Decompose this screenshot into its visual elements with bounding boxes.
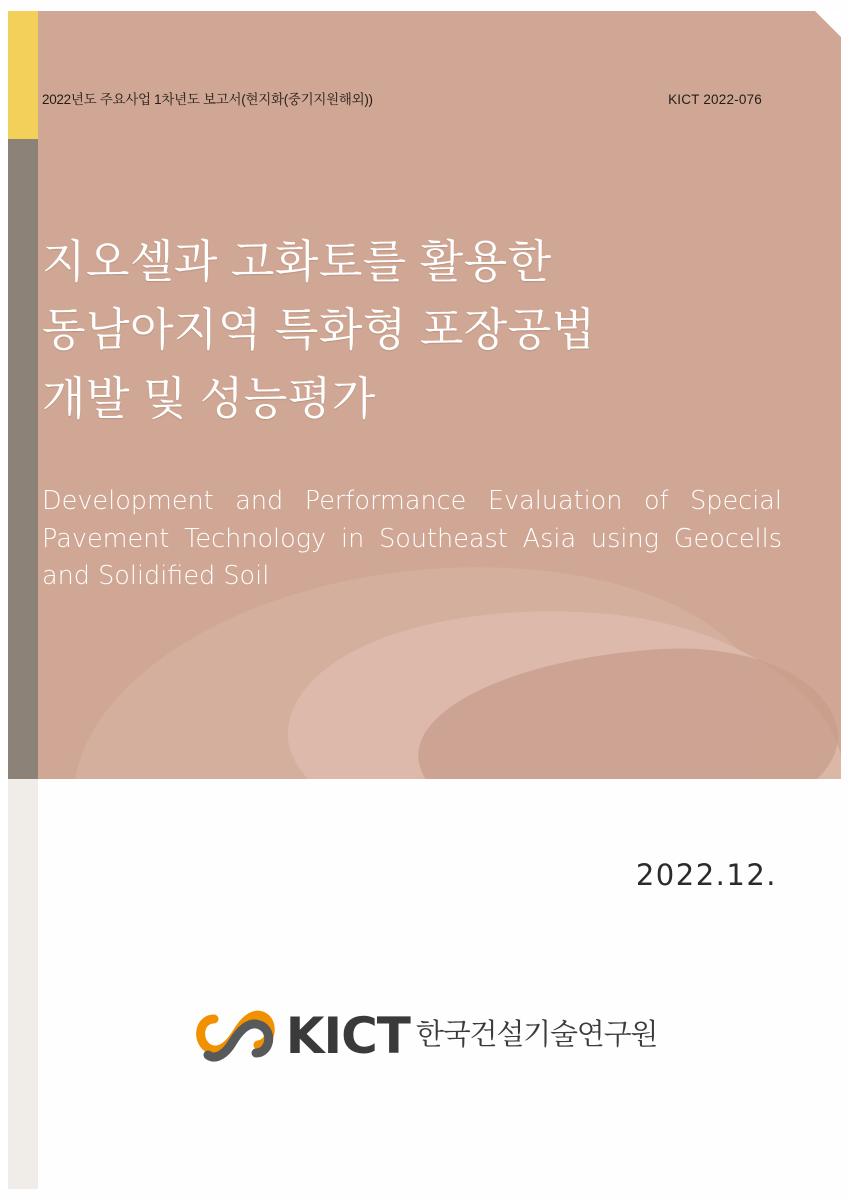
english-title-line-2: Pavement Technology in Southeast Asia using Geocells <box>42 523 782 554</box>
english-title-line-3: and Solidified Soil <box>42 561 270 592</box>
publication-date: 2022.12. <box>635 858 777 892</box>
korean-title-line-3: 개발 및 성능평가 <box>42 372 376 424</box>
panel-corner-fold <box>815 11 841 37</box>
korean-title-line-2: 동남아지역 특화형 포장공법 <box>42 304 596 356</box>
kict-logo <box>0 1005 849 1067</box>
kict-acronym: KICT <box>285 1007 410 1065</box>
english-title-line-1: Development and Performance Evaluation of Special <box>42 486 782 516</box>
english-title <box>42 483 782 596</box>
spine-accent-yellow <box>8 11 38 139</box>
cover-header <box>42 88 762 108</box>
kict-korean-name: 한국건설기술연구원 <box>415 1018 658 1051</box>
kict-infinity-logo-icon <box>192 1005 278 1067</box>
spine-accent-gray <box>8 139 38 779</box>
report-series-label: 2022년도 주요사업 1차년도 보고서(현지화(중기지원해외)) <box>42 92 373 107</box>
report-number-label: KICT 2022-076 <box>668 92 762 107</box>
spine-accent-light <box>8 779 38 1189</box>
korean-title-line-1: 지오셀과 고화토를 활용한 <box>42 236 552 287</box>
korean-title <box>42 228 772 433</box>
